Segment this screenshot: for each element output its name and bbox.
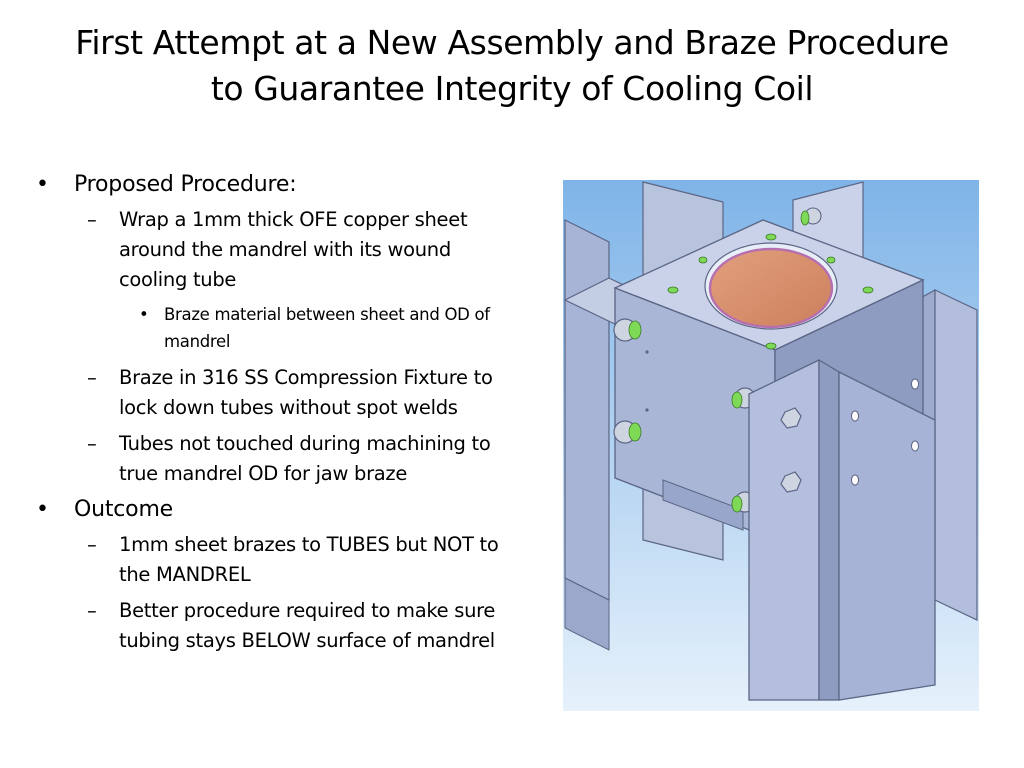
- sub-sub-bullet-braze-material: [28, 301, 518, 355]
- bullet-marker: •: [36, 497, 49, 522]
- pin-marker: [827, 257, 835, 263]
- front-right-plate: [839, 372, 935, 700]
- bullet-text: Outcome: [74, 497, 174, 522]
- hole-marker: [912, 379, 919, 389]
- right-flange-side: [935, 290, 977, 620]
- hole-marker: [645, 350, 648, 353]
- sub-bullet-text: Wrap a 1mm thick OFE copper sheet around the mandrel with its wound cooling tube: [119, 208, 468, 291]
- dash-marker: –: [87, 533, 97, 556]
- sub-bullet-wrap-sheet: [28, 205, 518, 295]
- fixture-illustration: [563, 180, 979, 711]
- front-angle-plate: [749, 360, 819, 700]
- bullet-proposed-procedure: [28, 170, 518, 200]
- hole-marker: [852, 475, 859, 485]
- bullet-outcome: [28, 495, 518, 525]
- bullet-marker: •: [36, 172, 49, 197]
- bullet-marker: •: [139, 305, 149, 324]
- sub-bullet-text: Braze in 316 SS Compression Fixture to lock down tubes without spot welds: [119, 366, 493, 419]
- pin-marker: [766, 234, 776, 240]
- sub-bullet-text: Tubes not touched during machining to true mandrel OD for jaw braze: [119, 432, 491, 485]
- hole-marker: [852, 411, 859, 421]
- dash-marker: –: [87, 366, 97, 389]
- sub-bullet-compression-fixture: [28, 363, 518, 423]
- hole-marker: [912, 441, 919, 451]
- dash-marker: –: [87, 432, 97, 455]
- sub-bullet-text: Better procedure required to make sure tubing stays BELOW surface of mandrel: [119, 599, 496, 652]
- hole-marker: [645, 408, 648, 411]
- pin-marker: [668, 287, 678, 293]
- dash-marker: –: [87, 599, 97, 622]
- pin-marker: [766, 343, 776, 349]
- sub-sub-bullet-text: Braze material between sheet and OD of mandrel: [164, 305, 490, 351]
- sub-bullet-text: 1mm sheet brazes to TUBES but NOT to the MANDREL: [119, 533, 499, 586]
- bullet-list: [28, 170, 518, 662]
- dash-marker: –: [87, 208, 97, 231]
- left-flange-plate: [565, 220, 609, 600]
- pin-marker: [699, 257, 707, 263]
- sub-bullet-better-procedure: [28, 596, 518, 656]
- sub-bullet-tubes-not-touched: [28, 429, 518, 489]
- copper-mandrel-top: [710, 249, 832, 327]
- bullet-text: Proposed Procedure:: [74, 172, 297, 197]
- front-angle-web: [819, 360, 839, 700]
- title-line-1: First Attempt at a New Assembly and Braze Procedure: [75, 23, 949, 62]
- slide-title: [40, 20, 984, 112]
- title-line-2: to Guarantee Integrity of Cooling Coil: [210, 69, 814, 108]
- fixture-cad-render: [563, 180, 979, 711]
- pin-marker: [863, 287, 873, 293]
- sub-bullet-sheet-brazes: [28, 530, 518, 590]
